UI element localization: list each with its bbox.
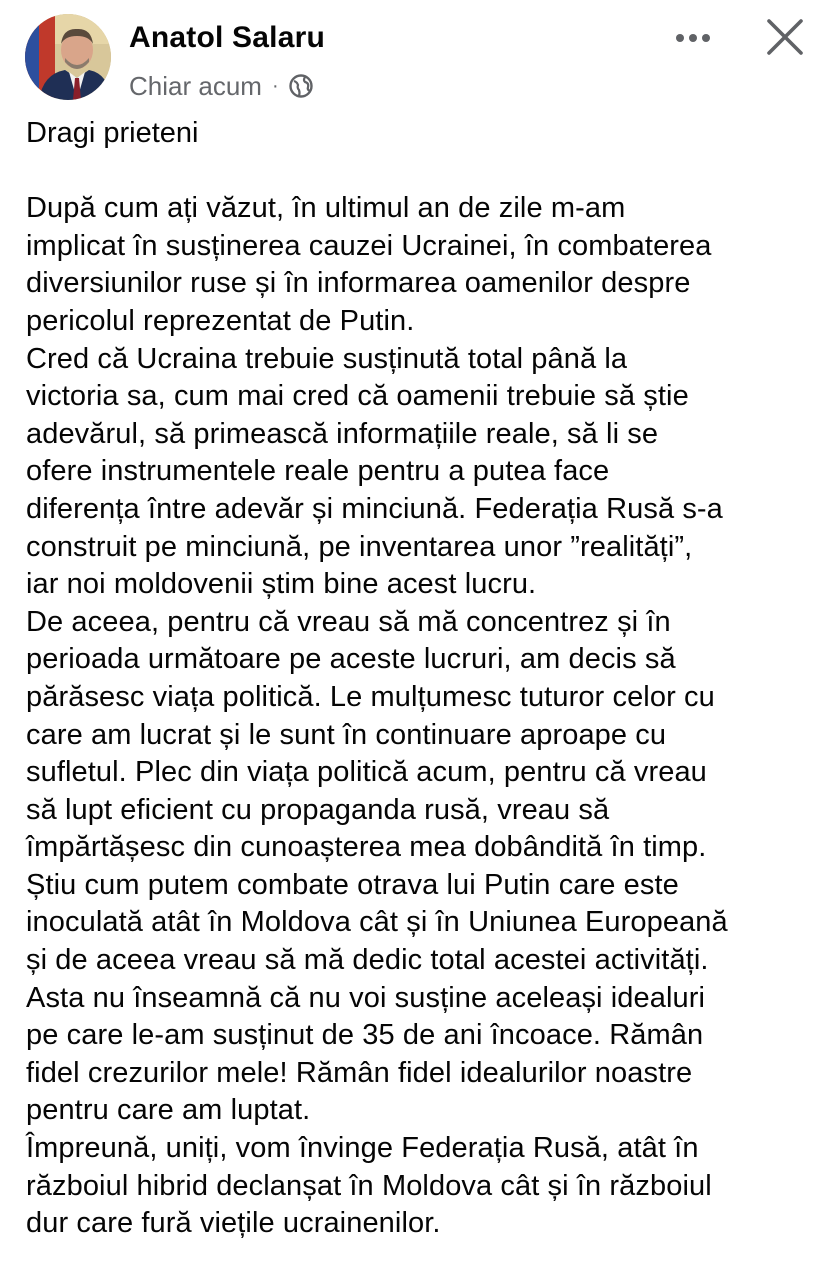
meta-separator: · xyxy=(271,74,279,97)
close-button[interactable] xyxy=(762,14,808,60)
post-text-line: perioada următoare pe aceste lucruri, am decis să xyxy=(26,643,676,676)
post-text-line: Știu cum putem combate otrava lui Putin care este xyxy=(26,868,679,901)
post-text-line: diversiunilor ruse și în informarea oamenilor despre xyxy=(26,267,691,300)
post-text-line: iar noi moldovenii știm bine acest lucru. xyxy=(26,568,537,601)
close-icon xyxy=(762,14,808,60)
post-text-line: pericolul reprezentat de Putin. xyxy=(26,304,415,337)
post-text-line: victoria sa, cum mai cred că oamenii trebuie să știe xyxy=(26,380,689,413)
post-text-line: dur care fură viețile ucrainenilor. xyxy=(26,1207,441,1240)
post-text xyxy=(26,115,826,1243)
post-text-line: Împreună, uniți, vom învinge Federația Rusă, atât în xyxy=(26,1132,699,1165)
post-text-line: ofere instrumentele reale pentru a putea face xyxy=(26,455,610,488)
post-text-line: și de aceea vreau să mă dedic total acestei activități. xyxy=(26,944,709,977)
globe-icon xyxy=(288,73,314,99)
post-text-line: adevărul, să primească informațiile reale, să li se xyxy=(26,417,659,450)
profile-photo xyxy=(25,14,111,100)
avatar[interactable] xyxy=(25,14,111,100)
author-name[interactable]: Anatol Salaru xyxy=(129,21,325,54)
post-text-line: împărtășesc din cunoașterea mea dobândită în timp. xyxy=(26,831,707,864)
post-text-line: Asta nu înseamnă că nu voi susține aceleași idealuri xyxy=(26,981,706,1014)
post-text-line: pentru care am luptat. xyxy=(26,1094,311,1127)
post-text-line: să lupt eficient cu propaganda rusă, vreau să xyxy=(26,793,610,826)
post-text-line: După cum ați văzut, în ultimul an de zile m-am xyxy=(26,192,626,225)
post-text-line: inoculată atât în Moldova cât și în Uniunea Europeană xyxy=(26,906,728,939)
post-header xyxy=(0,0,832,110)
post-meta xyxy=(129,68,314,104)
post-text-line: diferența între adevăr și minciună. Federația Rusă s-a xyxy=(26,492,723,525)
post-timestamp[interactable]: Chiar acum xyxy=(129,70,262,101)
more-options-button[interactable] xyxy=(668,18,718,58)
post-text-line: pe care le-am susținut de 35 de ani încoace. Rămân xyxy=(26,1019,704,1052)
post-paragraphs xyxy=(26,190,826,1243)
post-greeting: Dragi prieteni xyxy=(26,117,199,149)
post-text-line: De aceea, pentru că vreau să mă concentrez și în xyxy=(26,605,671,638)
post-text-line: construit pe minciună, pe inventarea unor ”realități”, xyxy=(26,530,693,563)
post-text-line: Cred că Ucraina trebuie susținută total până la xyxy=(26,342,628,375)
post-text-line: părăsesc viața politică. Le mulțumesc tuturor celor cu xyxy=(26,680,715,713)
post-text-line: fidel crezurilor mele! Rămân fidel idealurilor noastre xyxy=(26,1056,693,1089)
post-text-line: sufletul. Plec din viața politică acum, pentru că vreau xyxy=(26,756,707,789)
post-text-line: care am lucrat și le sunt în continuare aproape cu xyxy=(26,718,667,751)
paragraph-spacer xyxy=(26,153,826,191)
post-text-line: războiul hibrid declanșat în Moldova cât și în războiul xyxy=(26,1169,712,1202)
more-icon xyxy=(668,18,718,58)
post-text-line: implicat în susținerea cauzei Ucrainei, în combaterea xyxy=(26,229,712,262)
